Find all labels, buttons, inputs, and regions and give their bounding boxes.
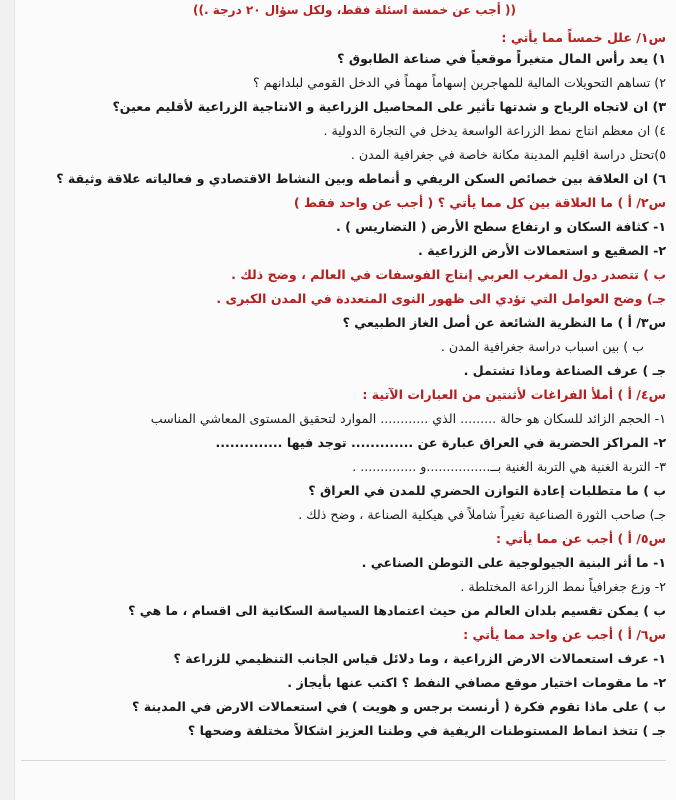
page-edge [0,0,15,800]
q6-title: س٦/ أ ) أجب عن واحد مما يأتي : [463,627,666,642]
exam-page [18,0,666,790]
q5-item-2: ٢- وزع جغرافياً نمط الزراعة المختلطة . [460,579,666,594]
q2-title: س٢/ أ ) ما العلاقة بين كل مما يأتي ؟ ( أجب عن واحد فقط ) [293,195,666,210]
q4-part-c: جـ) صاحب الثورة الصناعية تغيراً شاملاً في هيكلية الصناعة ، وضح ذلك . [298,507,666,522]
q4-item-3: ٣- التربة الغنية هي التربة الغنية بــ................و .............. . [352,459,666,474]
q1-item-5: ٥)تحتل دراسة اقليم المدينة مكانة خاصة في جغرافية المدن . [350,147,666,162]
q2-part-c: جـ) وضح العوامل التي تؤدي الى ظهور النوى المتعددة في المدن الكبرى . [216,291,666,306]
q5-part-b: ب ) يمكن تقسيم بلدان العالم من حيث اعتمادها السياسة السكانية الى اقسام ، ما هي ؟ [128,603,666,618]
q1-item-4: ٤) ان معظم انتاج نمط الزراعة الواسعة يدخل في التجارة الدولية . [323,123,666,138]
q5-title: س٥/ أ ) أجب عن مما يأتي : [495,531,666,546]
q1-item-6: ٦) ان العلاقة بين خصائص السكن الريفي و أنماطه وبين النشاط الاقتصادي و فعالياته علاقة وثيقة ؟ [56,171,666,186]
q2-part-b: ب ) تتصدر دول المغرب العربي إنتاج الفوسفات في العالم ، وضح ذلك . [231,267,666,282]
q6-item-2: ٢- ما مقومات اختيار موقع مصافي النفط ؟ اكتب عنها بأيجاز . [287,675,666,690]
q3-part-b: ب ) بين اسباب دراسة جغرافية المدن . [440,339,644,354]
q1-title: س١/ علل خمساً مما يأتي : [501,30,666,45]
q3-part-c: جـ ) عرف الصناعة وماذا تشتمل . [463,363,666,378]
q4-item-1: ١- الحجم الزائد للسكان هو حالة ......... الذي ............ الموارد لتحقيق المستوى المعاشي المناسب [150,411,666,426]
q6-part-c: جـ ) تتخذ انماط المستوطنات الريفية في وطننا العزيز اشكالاً مختلفة وضحها ؟ [187,723,666,738]
q2-item-2: ٢- الصقيع و استعمالات الأرض الزراعية . [418,243,666,258]
q4-item-2: ٢- المراكز الحضرية في العراق عبارة عن ............. توجد فيها .............. [215,435,666,450]
q3-title: س٣/ أ ) ما النظرية الشائعة عن أصل الغاز الطبيعي ؟ [342,315,666,330]
page-bottom-divider [21,760,666,761]
header-note: (( أجب عن خمسة اسئلة فقط، ولكل سؤال ٢٠ درجة .)) [193,3,516,17]
q4-title: س٤/ أ ) أملأ الفراغات لأثنتين من العبارات الآتية : [362,387,666,402]
q1-item-2: ٢) تساهم التحويلات المالية للمهاجرين إسهاماً مهماً في الدخل القومي لبلدانهم ؟ [252,75,666,90]
q6-part-b: ب ) على ماذا تقوم فكرة ( أرنست برجس و هويت ) في استعمالات الارض في المدينة ؟ [132,699,666,714]
q6-item-1: ١- عرف استعمالات الارض الزراعية ، وما دلائل قياس الجانب التنظيمي للزراعة ؟ [173,651,666,666]
q5-item-1: ١- ما أثر البنية الجيولوجية على التوطن الصناعي . [361,555,666,570]
q4-part-b: ب ) ما متطلبات إعادة التوازن الحضري للمدن في العراق ؟ [308,483,666,498]
q1-item-3: ٣) ان لاتجاه الرياح و شدتها تأثير على المحاصيل الزراعية و الانتاجية الزراعية لأقليم معين؟ [112,99,666,114]
q2-item-1: ١- كثافة السكان و ارتفاع سطح الأرض ( التضاريس ) . [335,219,666,234]
q1-item-1: ١) يعد رأس المال متغيراً موقعياً في صناعة الطابوق ؟ [337,51,666,66]
